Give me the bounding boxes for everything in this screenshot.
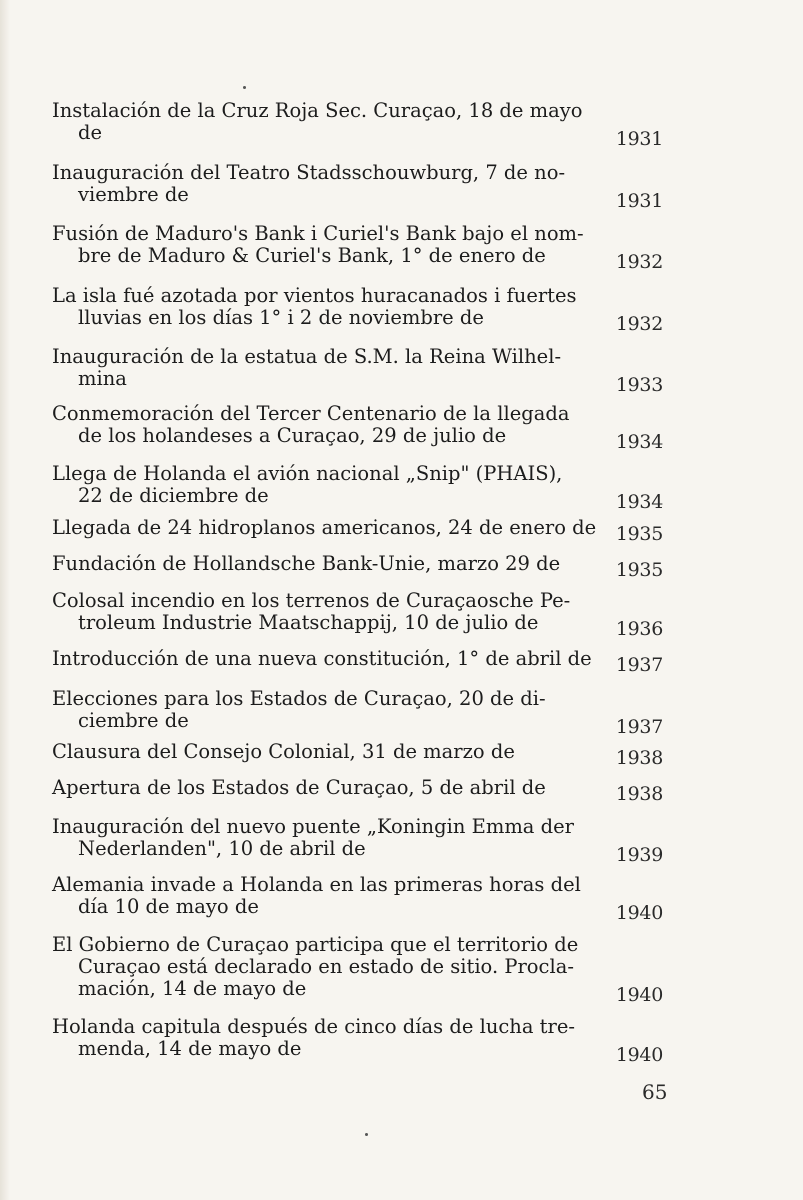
chronology-entry: [52, 517, 652, 539]
entry-year: 1931: [615, 190, 663, 212]
entry-year: 1937: [615, 654, 663, 676]
entry-text-line: menda, 14 de mayo de: [78, 1037, 302, 1060]
entry-year: 1940: [615, 902, 663, 924]
entry-text-line: Fundación de Hollandsche Bank-Unie, marzo 29 de: [52, 552, 561, 575]
entry-year: 1940: [615, 1044, 663, 1066]
entry-year: 1935: [615, 523, 663, 545]
entry-text-line: Holanda capitula después de cinco días de lucha tre-: [52, 1015, 575, 1038]
entry-text-line: Conmemoración del Tercer Centenario de la llegada: [52, 402, 570, 425]
entry-year: 1931: [615, 128, 663, 150]
entry-text-line: Elecciones para los Estados de Curaçao, 20 de di-: [52, 687, 546, 710]
page-number: 65: [642, 1080, 668, 1104]
entry-text-line: mina: [78, 367, 127, 390]
entry-text-line: Curaçao está declarado en estado de sitio. Procla-: [78, 955, 574, 978]
chronology-entry: [52, 553, 652, 575]
chronology-entry: [52, 777, 652, 799]
entry-text-line: ciembre de: [78, 709, 189, 732]
chronology-entry: [52, 162, 652, 206]
chronology-entry: [52, 590, 652, 634]
entry-text-line: 22 de diciembre de: [78, 484, 269, 507]
entry-text-line: Llegada de 24 hidroplanos americanos, 24 de enero de: [52, 516, 597, 539]
chronology-entry: [52, 285, 652, 329]
entry-text-line: Alemania invade a Holanda en las primeras horas del: [52, 873, 581, 896]
entry-text-line: troleum Industrie Maatschappij, 10 de julio de: [78, 611, 539, 634]
chronology-entry: [52, 934, 652, 1000]
entry-year: 1938: [615, 783, 663, 805]
entry-text-line: día 10 de mayo de: [78, 895, 259, 918]
entry-year: 1936: [615, 618, 663, 640]
entry-year: 1932: [615, 313, 663, 335]
chronology-entry: [52, 346, 652, 390]
chronology-entry: [52, 741, 652, 763]
entry-text-line: de los holandeses a Curaçao, 29 de julio de: [78, 424, 507, 447]
entry-year: 1938: [615, 747, 663, 769]
entry-text-line: mación, 14 de mayo de: [78, 977, 307, 1000]
entry-year: 1935: [615, 559, 663, 581]
entry-text-line: viembre de: [78, 183, 189, 206]
entry-text-line: Inauguración del nuevo puente „Koningin Emma der: [52, 815, 574, 838]
entry-text-line: El Gobierno de Curaçao participa que el territorio de: [52, 933, 579, 956]
entry-text-line: Colosal incendio en los terrenos de Curaçaosche Pe-: [52, 589, 571, 612]
entry-year: 1940: [615, 984, 663, 1006]
entry-text-line: Inauguración de la estatua de S.M. la Reina Wilhel-: [52, 345, 562, 368]
entry-text-line: lluvias en los días 1° i 2 de noviembre de: [78, 306, 484, 329]
chronology-entry: [52, 816, 652, 860]
entry-text-line: Instalación de la Cruz Roja Sec. Curaçao, 18 de mayo: [52, 99, 583, 122]
entry-text-line: Llega de Holanda el avión nacional „Snip" (PHAIS),: [52, 462, 563, 485]
entry-text-line: bre de Maduro & Curiel's Bank, 1° de enero de: [78, 244, 546, 267]
chronology-entry: [52, 463, 652, 507]
chronology-entry: [52, 648, 652, 670]
entry-year: 1932: [615, 251, 663, 273]
entry-year: 1933: [615, 374, 663, 396]
entry-text-line: Introducción de una nueva constitución, 1° de abril de: [52, 647, 592, 670]
entry-text-line: La isla fué azotada por vientos huracanados i fuertes: [52, 284, 577, 307]
chronology-entry: [52, 223, 652, 267]
entry-text-line: de: [78, 121, 103, 144]
chronology-entry: [52, 874, 652, 918]
entry-text-line: Fusión de Maduro's Bank i Curiel's Bank bajo el nom-: [52, 222, 584, 245]
print-speck: [365, 1133, 368, 1136]
entry-year: 1937: [615, 716, 663, 738]
entry-text-line: Clausura del Consejo Colonial, 31 de marzo de: [52, 740, 515, 763]
entry-year: 1934: [615, 431, 663, 453]
print-speck: [243, 86, 246, 89]
entry-text-line: Nederlanden", 10 de abril de: [78, 837, 366, 860]
chronology-entry: [52, 100, 652, 144]
chronology-entry: [52, 688, 652, 732]
entry-text-line: Apertura de los Estados de Curaçao, 5 de abril de: [52, 776, 546, 799]
entry-text-line: Inauguración del Teatro Stadsschouwburg, 7 de no-: [52, 161, 566, 184]
entry-year: 1934: [615, 491, 663, 513]
chronology-entry: [52, 1016, 652, 1060]
chronology-entry: [52, 403, 652, 447]
entry-year: 1939: [615, 844, 663, 866]
